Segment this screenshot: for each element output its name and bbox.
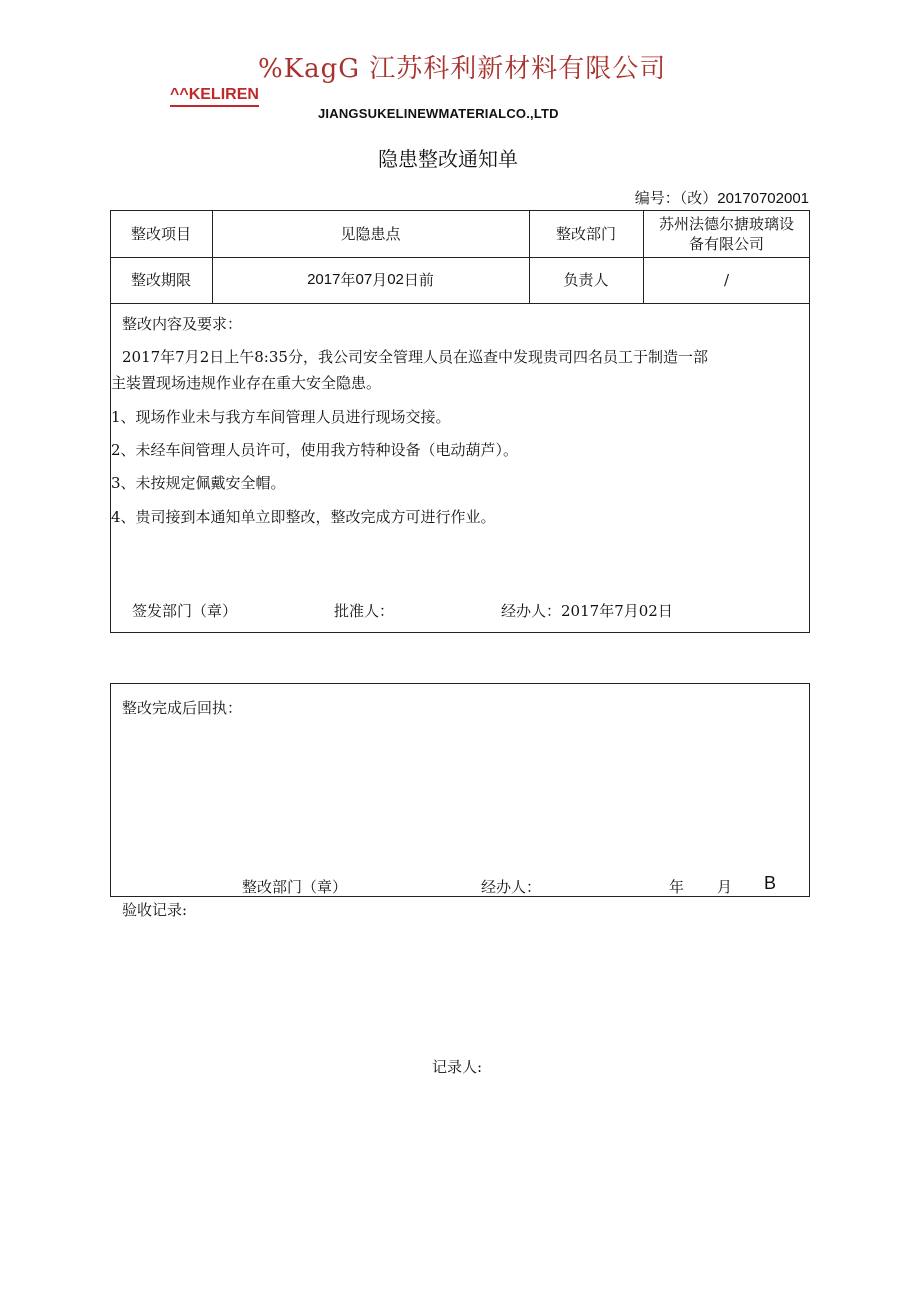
company-logo: ^^KELIREN (170, 86, 259, 107)
handler-field (501, 600, 673, 621)
document-number-label: 编号：（改） (634, 189, 718, 207)
sign-department: 签发部门（章） (132, 602, 238, 620)
content-item-4: 4、贵司接到本通知单立即整改，整改完成方可进行作业。 (111, 508, 496, 526)
receipt-heading: 整改完成后回执： (122, 699, 243, 717)
recorder-label: 记录人: (432, 1058, 483, 1076)
value-department: 苏州法德尔搪玻璃设 备有限公司 (658, 214, 794, 253)
content-item-3: 3、未按规定佩戴安全帽。 (111, 474, 286, 492)
value-deadline: 2017 年 07 月 02 日前 (307, 271, 434, 289)
content-item-1: 1、现场作业未与我方车间管理人员进行现场交接。 (111, 408, 451, 426)
receipt-month: 月 (717, 878, 733, 896)
receipt-year: 年 (669, 878, 685, 896)
label-deadline: 整改期限 (130, 271, 191, 289)
receipt-handler: 经办人： (481, 878, 542, 896)
receipt-day: B (764, 873, 777, 893)
label-project: 整改项目 (130, 224, 191, 243)
company-name-en: JIANGSUKELINEWMATERIALCO.,LTD (318, 106, 559, 121)
document-number (635, 187, 809, 208)
label-responsible: 负责人 (563, 271, 609, 289)
content-intro-line2: 主装置现场违规作业存在重大安全隐患。 (111, 374, 382, 392)
receipt-department: 整改部门（章） (242, 878, 348, 896)
handler-date: 2017年7月02日 (561, 602, 673, 620)
document-number-value: 20170702001 (717, 190, 809, 207)
document-title: 隐患整改通知单 (378, 147, 518, 171)
content-intro-line1: 2017年7月2日上午8:35分，我公司安全管理人员在巡查中发现贵司四名员工于制造一部 (122, 348, 708, 366)
content-heading: 整改内容及要求： (122, 315, 243, 333)
value-project: 见隐患点 (340, 224, 401, 243)
acceptance-label: 验收记录: (122, 901, 188, 919)
value-responsible: / (723, 271, 730, 289)
approver-label: 批准人： (334, 602, 395, 620)
company-name-cn: %KagG 江苏科利新材料有限公司 (258, 54, 667, 84)
label-department: 整改部门 (555, 224, 616, 243)
content-item-2: 2、未经车间管理人员许可，使用我方特种设备（电动葫芦）。 (111, 441, 519, 459)
handler-label: 经办人： (501, 602, 562, 620)
